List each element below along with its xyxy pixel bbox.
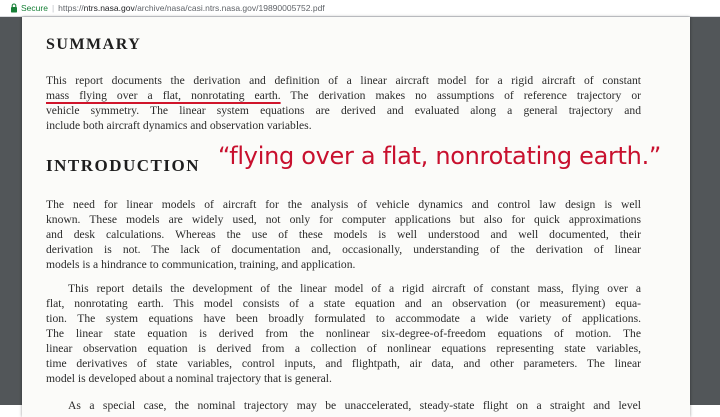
summary-line: vehicle symmetry. The linear system equations are derived and evaluated along a general trajectory and: [46, 104, 641, 117]
intro-line: This report details the development of the linear model of a rigid aircraft of constant mass, flying over a: [68, 282, 641, 295]
url-host: ntrs.nasa.gov: [83, 3, 135, 13]
intro-line: derivation is not. The lack of documentation and, occasionally, understanding of the derivation of linear: [46, 243, 641, 256]
url-scheme: https://: [58, 3, 84, 13]
summary-line: include both aircraft dynamics and observation variables.: [46, 119, 312, 132]
intro-line: flat, nonrotating earth. This model consists of a state equation and an observation (or measurement) equa-: [46, 297, 641, 310]
intro-line-partial: As a special case, the nominal trajectory may be unaccelerated, steady-state flight on a straight and level: [68, 399, 641, 412]
intro-line: tion. The system equations have been broadly formulated to accommodate a wide variety of applications.: [46, 312, 641, 325]
intro-paragraph-1: [46, 197, 641, 272]
intro-line: The need for linear models of aircraft for the analysis of vehicle dynamics and control law design is well: [46, 198, 641, 211]
intro-paragraph-3: [46, 398, 641, 413]
intro-line: and desk calculations. Whereas the use of these models is well understood and well documented, their: [46, 228, 641, 241]
url-text[interactable]: [58, 3, 325, 13]
secure-label: Secure: [21, 3, 48, 13]
address-separator: |: [51, 3, 55, 13]
intro-paragraph-2: [46, 281, 641, 386]
summary-paragraph: [46, 73, 641, 133]
underlined-phrase: mass flying over a flat, nonrotating earth.: [46, 89, 281, 102]
intro-line: known. These models are widely used, not only for computer applications but also for quick approximations: [46, 213, 641, 226]
annotation-quote: “flying over a flat, nonrotating earth.”: [218, 142, 662, 170]
pdf-page: [22, 17, 690, 417]
intro-line: time derivatives of state variables, control inputs, and flightpath, air data, and other parameters. The linear: [46, 357, 641, 370]
introduction-heading: INTRODUCTION: [46, 156, 201, 175]
intro-line: linear observation equation is derived from a collection of nonlinear equations representing state variables,: [46, 342, 641, 355]
intro-line: model is developed about a nominal trajectory that is general.: [46, 372, 332, 385]
summary-line: [46, 88, 641, 103]
address-bar[interactable]: [0, 0, 720, 17]
intro-line: The linear state equation is derived from the nonlinear six-degree-of-freedom equations of motion. The: [46, 327, 641, 340]
summary-heading: SUMMARY: [46, 36, 142, 53]
intro-line: models is a hindrance to communication, training, and application.: [46, 258, 356, 271]
lock-icon: [10, 3, 18, 13]
summary-line: This report documents the derivation and definition of a linear aircraft model for a rigid aircraft of constant: [46, 74, 641, 87]
url-path: /archive/nasa/casi.ntrs.nasa.gov/19890005752.pdf: [134, 3, 325, 13]
summary-line-rest: The derivation makes no assumptions of reference trajectory or: [280, 89, 641, 102]
pdf-viewer[interactable]: [0, 17, 720, 412]
